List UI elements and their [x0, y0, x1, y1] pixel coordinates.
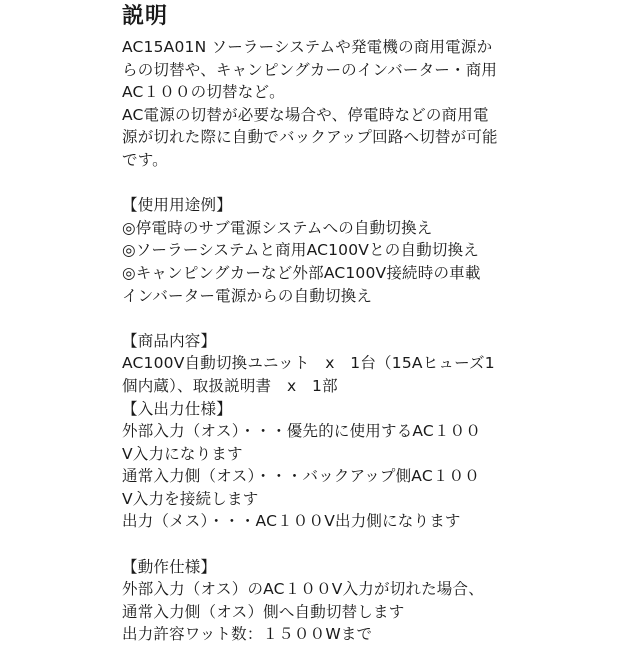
document [122, 0, 526, 646]
text-line: 出力許容ワット数：１５００Wまで [122, 625, 373, 644]
text-line: 外部入力（オス）のAC１００V入力が切れた場合、 [122, 580, 484, 599]
text-line: V入力を接続します [122, 489, 259, 508]
blank-line [122, 533, 526, 556]
text-line: ◎キャンピングカーなど外部AC100V接続時の車載 [122, 263, 481, 282]
text-line: 【動作仕様】 [122, 557, 217, 576]
text-line: 通常入力側（オス）・・・バックアップ側AC１００ [122, 467, 480, 486]
text-line: AC15A01N ソーラーシステムや発電機の商用電源か [122, 38, 493, 56]
text-line: ◎停電時のサブ電源システムへの自動切換え [122, 218, 433, 237]
text-line: らの切替や、キャンピングカーのインバーター・商用 [122, 60, 498, 79]
text-line: です。 [122, 150, 168, 169]
text-line: 【入出力仕様】 [122, 399, 232, 418]
text-line: 出力（メス）・・・AC１００V出力側になります [122, 512, 461, 531]
page-title: 説明 [122, 4, 169, 29]
text-line: 外部入力（オス）・・・優先的に使用するAC１００ [122, 422, 482, 441]
text-line: 通常入力側（オス）側へ自動切替します [122, 602, 405, 621]
text-line: 【使用用途例】 [122, 196, 232, 215]
text-line: 【商品内容】 [122, 331, 217, 350]
text-line: AC100V自動切換ユニット x 1台（15Aヒューズ1 [122, 354, 495, 373]
text-line: インバーター電源からの自動切換え [122, 286, 373, 305]
description-body [122, 36, 526, 646]
blank-line [122, 172, 526, 195]
text-line: V入力になります [122, 444, 243, 463]
text-line: 源が切れた際に自動でバックアップ回路へ切替が可能 [122, 128, 498, 147]
text-line: AC１００の切替など。 [122, 83, 285, 102]
text-line: AC電源の切替が必要な場合や、停電時などの商用電 [122, 105, 489, 124]
blank-line [122, 307, 526, 330]
text-line: 個内蔵）、取扱説明書 x 1部 [122, 376, 338, 395]
text-line: ◎ソーラーシステムと商用AC100Vとの自動切換え [122, 241, 480, 260]
